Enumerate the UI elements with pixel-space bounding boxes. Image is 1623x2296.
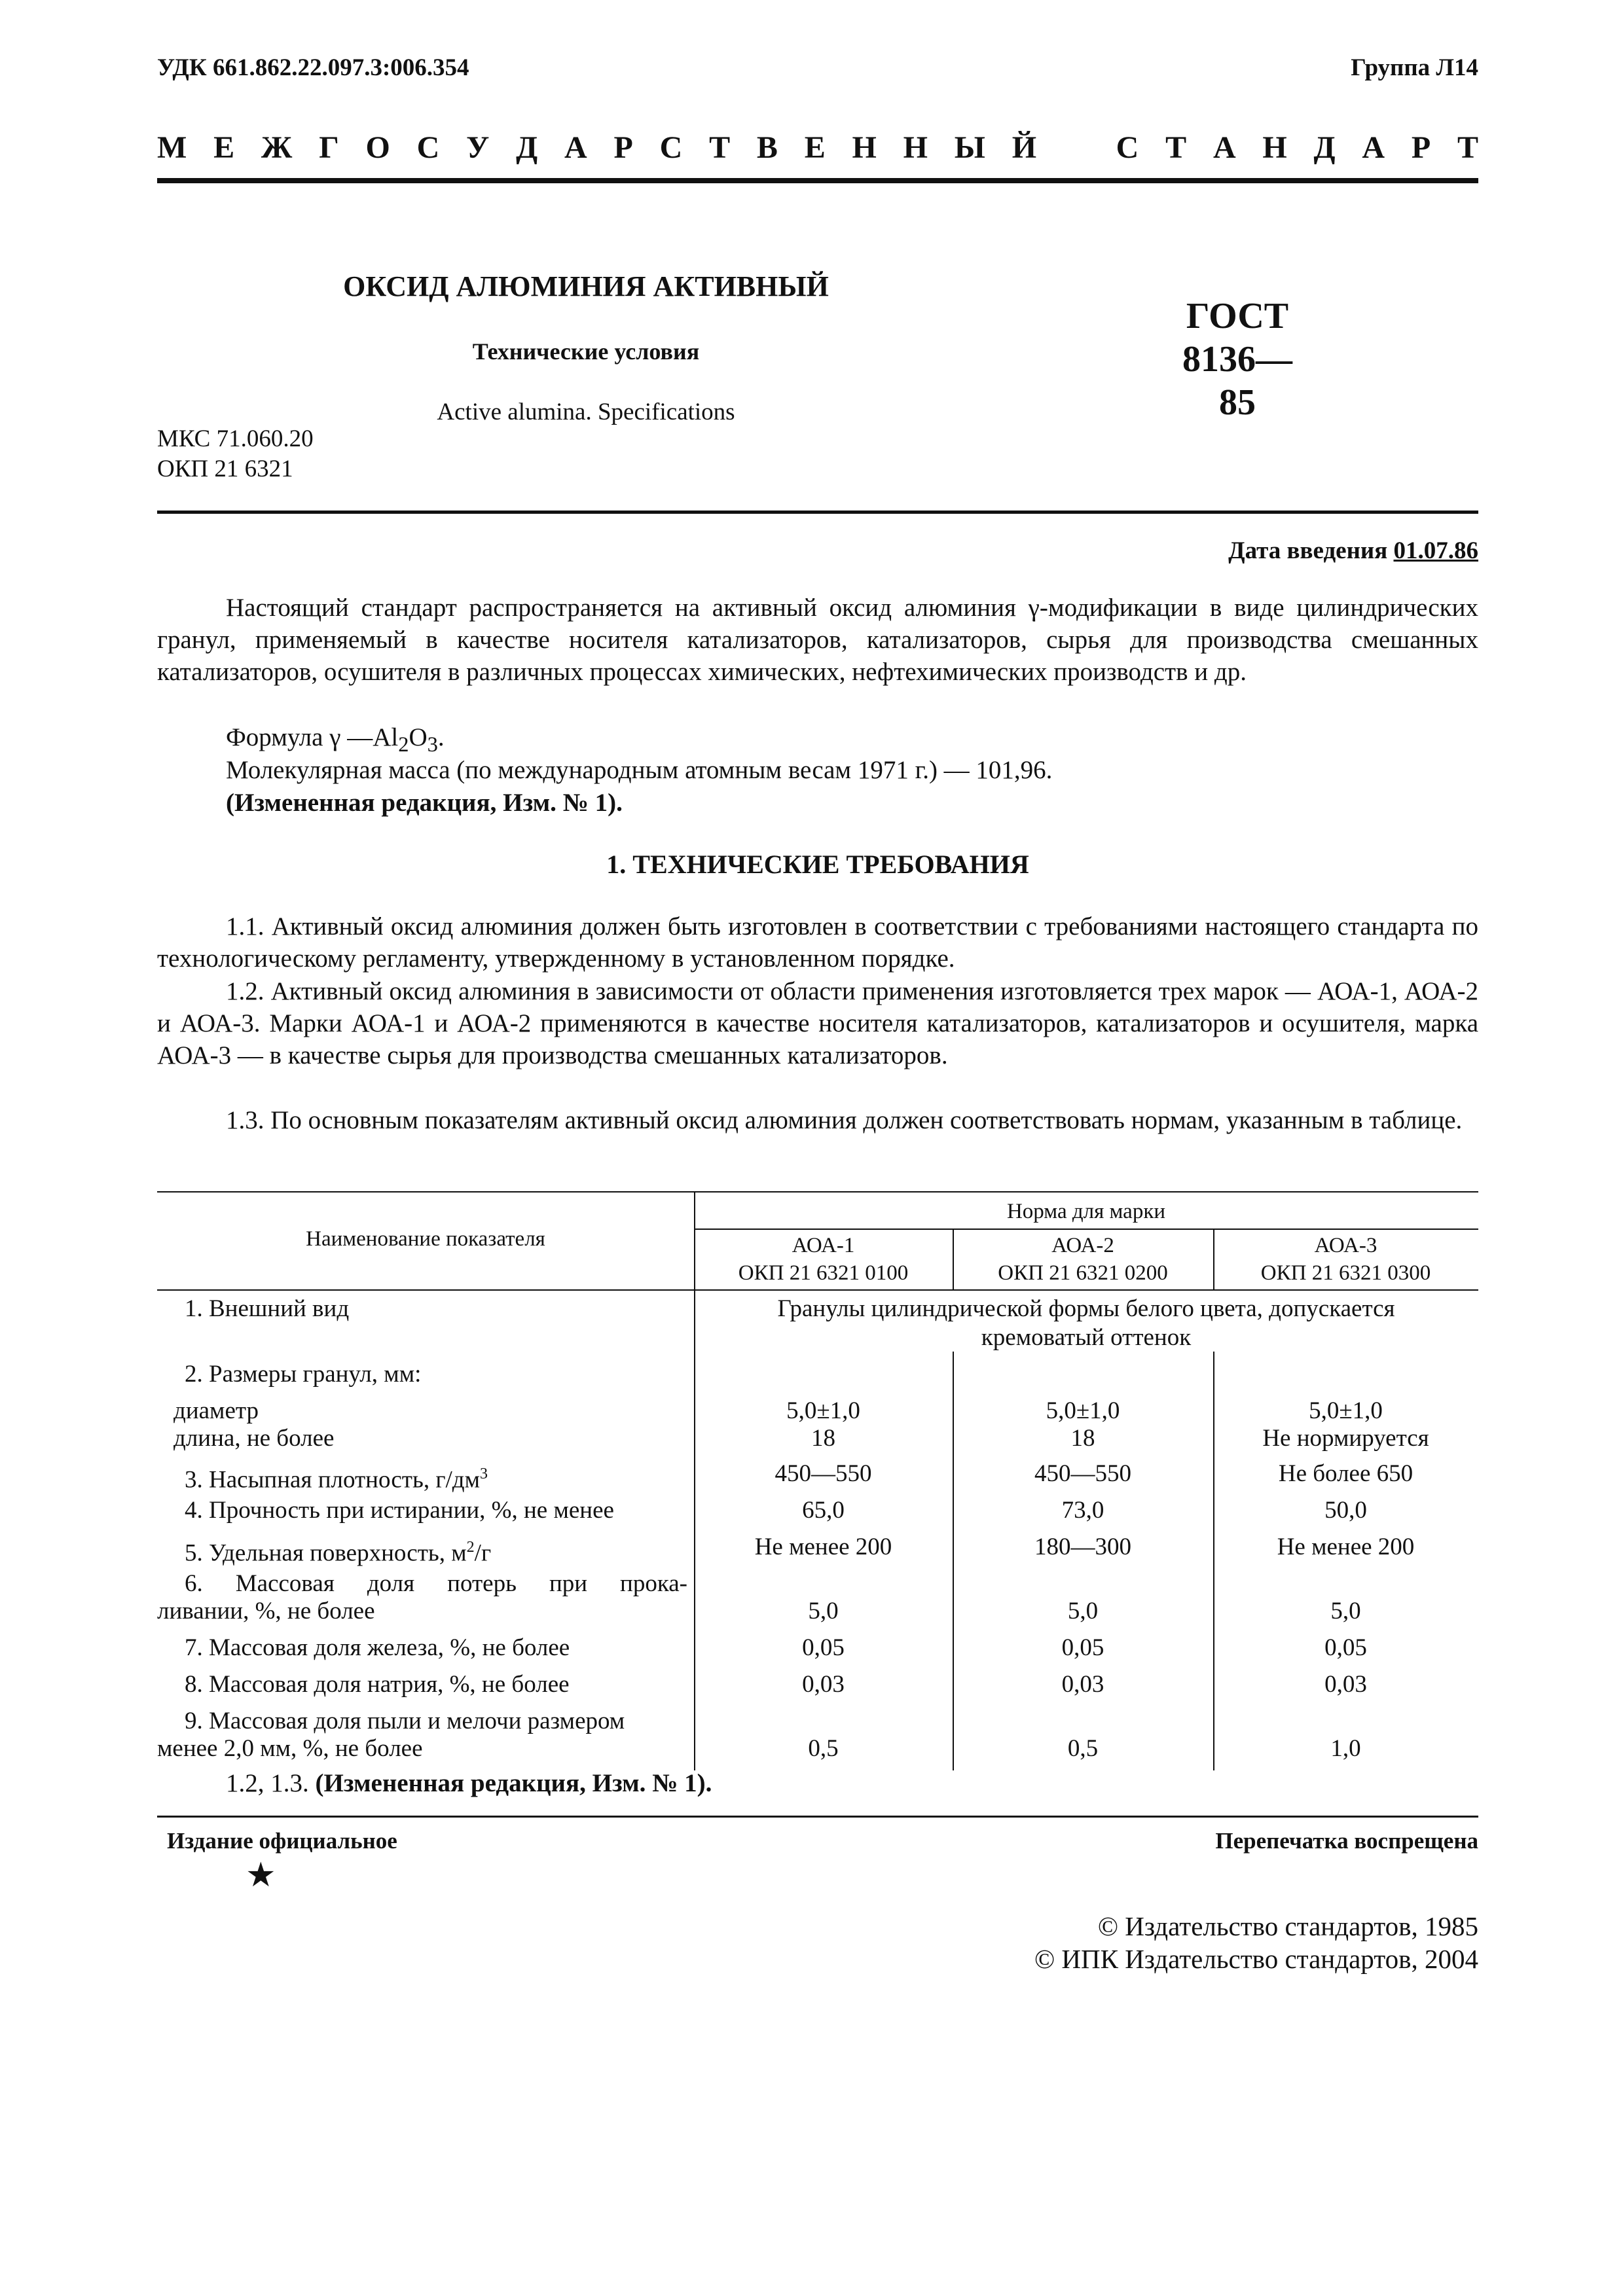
document-title: ОКСИД АЛЮМИНИЯ АКТИВНЫЙ [343,270,829,302]
column-header-norm: Норма для марки [1006,1200,1166,1223]
banner-letter: С [659,130,683,165]
row-label: 8. Массовая доля натрия, %, не более [185,1671,570,1698]
appearance-text: кремоватый оттенок [981,1324,1192,1351]
formula-subscript: 3 [427,732,438,757]
english-title: Active alumina. Specifications [437,399,735,425]
specification-table [157,1191,1478,1770]
star-icon: ★ [246,1857,276,1894]
banner-letter: А [1213,130,1236,165]
banner-letter: Ы [954,130,985,165]
banner-letter: О [365,130,390,165]
banner-letter: Й [1012,130,1037,165]
mks-code: МКС 71.060.20 [157,425,314,452]
grade-name: АОА-3 [1314,1234,1377,1257]
appearance-text: Гранулы цилиндрической формы белого цвета, допускается [777,1295,1395,1322]
clause-1-2: 1.2. Активный оксид алюминия в зависимости от области применения изготовляется трех марок — АОА-1, АОА-2 и АОА-3. Марки АОА-1 и АОА-2 применяются в качестве носителя катализаторов, катализаторов и осушителя, марка АОА-3 — в качестве сырья для производства смешанных катализаторов. [157,977,1478,1069]
banner-letter: Р [1411,130,1431,165]
row-label: 4. Прочность при истирании, %, не менее [185,1497,614,1524]
banner-letter: Н [1262,130,1287,165]
molar-mass-line: Молекулярная масса (по международным атомным весам 1971 г.) — 101,96. [226,756,1053,784]
row-label-text: 3. Насыпная плотность, г/дм [185,1466,481,1494]
reprint-prohibited: Перепечатка воспрещена [1215,1828,1478,1854]
banner-letter: С [1116,130,1139,165]
banner-letter: Е [213,130,235,165]
formula-text: O [409,723,428,751]
table-rule [694,1229,1478,1230]
table-amendment [226,1767,712,1799]
unit-superscript: 3 [480,1465,488,1482]
grade-header [694,1232,953,1287]
table-cell: Не более 650 [1278,1460,1413,1487]
column-header-name: Наименование показателя [306,1227,545,1251]
table-cell: 0,03 [1324,1671,1367,1698]
copyright-line: © ИПК Издательство стандартов, 2004 [1034,1944,1478,1974]
row-label: менее 2,0 мм, %, не более [157,1735,423,1762]
date-value: 01.07.86 [1393,537,1478,564]
table-cell: 1,0 [1330,1735,1361,1762]
grade-header [1213,1232,1478,1287]
table-cell: 5,0 [1330,1598,1361,1624]
grade-okp: ОКП 21 6321 0100 [738,1261,909,1285]
banner-letter: Г [319,130,339,165]
grade-okp: ОКП 21 6321 0300 [1260,1261,1431,1285]
grade-name: АОА-1 [792,1234,855,1257]
gost-label: ГОСТ [1186,296,1289,336]
gost-code: 8136—85 [1182,339,1292,423]
table-cell: 5,0±1,0 [786,1397,860,1424]
table-rule [157,1191,1478,1193]
grade-okp: ОКП 21 6321 0200 [998,1261,1168,1285]
section-heading: 1. ТЕХНИЧЕСКИЕ ТРЕБОВАНИЯ [606,850,1029,879]
standard-banner [157,130,1478,166]
udk-code: УДК 661.862.22.097.3:006.354 [157,54,469,81]
title-rule [157,511,1478,514]
banner-letter: Ж [261,130,293,165]
row-label: 2. Размеры гранул, мм: [185,1361,422,1388]
table-cell: Не менее 200 [754,1534,892,1560]
row-label: 6. Массовая доля потерь при прока- [185,1570,687,1597]
row-label: 1. Внешний вид [185,1295,350,1322]
appearance-value [694,1295,1478,1352]
unit-superscript: 2 [466,1539,475,1556]
banner-letter: Н [852,130,877,165]
gost-number [1172,295,1303,424]
banner-letter: У [466,130,490,165]
table-cell: 18 [811,1425,835,1452]
table-cell: 5,0 [808,1598,839,1624]
row-label: диаметр [173,1397,259,1424]
classification-codes [157,424,314,484]
banner-letter: Е [804,130,826,165]
clause-ref: 1.2, 1.3. [226,1769,316,1797]
clause-1-1: 1.1. Активный оксид алюминия должен быть изготовлен в соответствии с требованиями настоящего стандарта по технологическому регламенту, утвержденному в установленном порядке. [157,912,1478,973]
table-cell: Не нормируется [1262,1425,1429,1452]
banner-letter: Р [613,130,633,165]
copyright-line: © Издательство стандартов, 1985 [1097,1911,1478,1941]
banner-letter: В [756,130,778,165]
row-label [185,1533,491,1568]
banner-letter: Д [1313,130,1336,165]
copyright [1034,1910,1478,1975]
okp-code: ОКП 21 6321 [157,456,293,482]
document-subtitle: Технические условия [472,338,700,365]
table-cell: 65,0 [802,1497,845,1524]
banner-letter: Т [709,130,731,165]
table-cell: 450—550 [775,1460,872,1487]
amendment-text: (Измененная редакция, Изм. № 1). [315,1769,712,1797]
effective-date [1228,537,1478,565]
row-label: 7. Массовая доля железа, %, не более [185,1634,570,1661]
table-cell: 0,5 [1067,1735,1099,1762]
banner-rule [157,178,1478,183]
table-cell: 0,05 [1324,1634,1367,1661]
grade-name: АОА-2 [1051,1234,1114,1257]
banner-letter: Т [1457,130,1478,165]
row-label: длина, не более [173,1425,335,1452]
group-code: Группа Л14 [1351,54,1478,81]
formula-subscript: 2 [398,732,409,757]
table-cell: 5,0 [1067,1598,1099,1624]
footer-rule [157,1816,1478,1818]
banner-letter: Д [516,130,538,165]
table-cell: 5,0±1,0 [1309,1397,1383,1424]
row-label-text: /г [474,1539,492,1567]
table-rule [157,1289,1478,1291]
table-cell: 0,05 [802,1634,845,1661]
banner-letter: М [157,130,187,165]
banner-letter: Т [1165,130,1187,165]
banner-letter: С [416,130,440,165]
banner-letter: А [564,130,587,165]
table-cell: 0,5 [808,1735,839,1762]
clause-1-3: 1.3. По основным показателям активный оксид алюминия должен соответствовать нормам, указанным в таблице. [226,1106,1463,1134]
table-cell: 0,03 [1061,1671,1104,1698]
banner-letter: А [1362,130,1385,165]
table-cell: 180—300 [1034,1534,1131,1560]
official-edition: Издание официальное [167,1828,397,1854]
row-label [185,1460,488,1494]
row-label-text: 5. Удельная поверхность, м [185,1539,467,1567]
table-cell: 50,0 [1324,1497,1367,1524]
row-label: ливании, %, не более [157,1598,375,1624]
formula-text: Формула γ —Al [226,723,399,751]
table-cell: 0,05 [1061,1634,1104,1661]
table-cell: Не менее 200 [1277,1534,1415,1560]
table-cell: 450—550 [1034,1460,1131,1487]
row-label: 9. Массовая доля пыли и мелочи размером [185,1708,625,1734]
amendment-note: (Измененная редакция, Изм. № 1). [226,789,623,817]
intro-paragraph: Настоящий стандарт распространяется на активный оксид алюминия γ-модификации в виде цилиндрических гранул, применяемый в качестве носителя катализаторов, катализаторов, сырья для производства смешанных катализаторов, осушителя в различных процессах химических, нефтехимических производств и др. [157,594,1478,686]
table-cell: 5,0±1,0 [1046,1397,1120,1424]
table-cell: 18 [1070,1425,1095,1452]
formula-text: . [437,723,445,751]
table-cell: 0,03 [802,1671,845,1698]
banner-letter: Н [903,130,928,165]
table-cell: 73,0 [1061,1497,1104,1524]
grade-header [953,1232,1213,1287]
date-label: Дата введения [1228,537,1388,564]
